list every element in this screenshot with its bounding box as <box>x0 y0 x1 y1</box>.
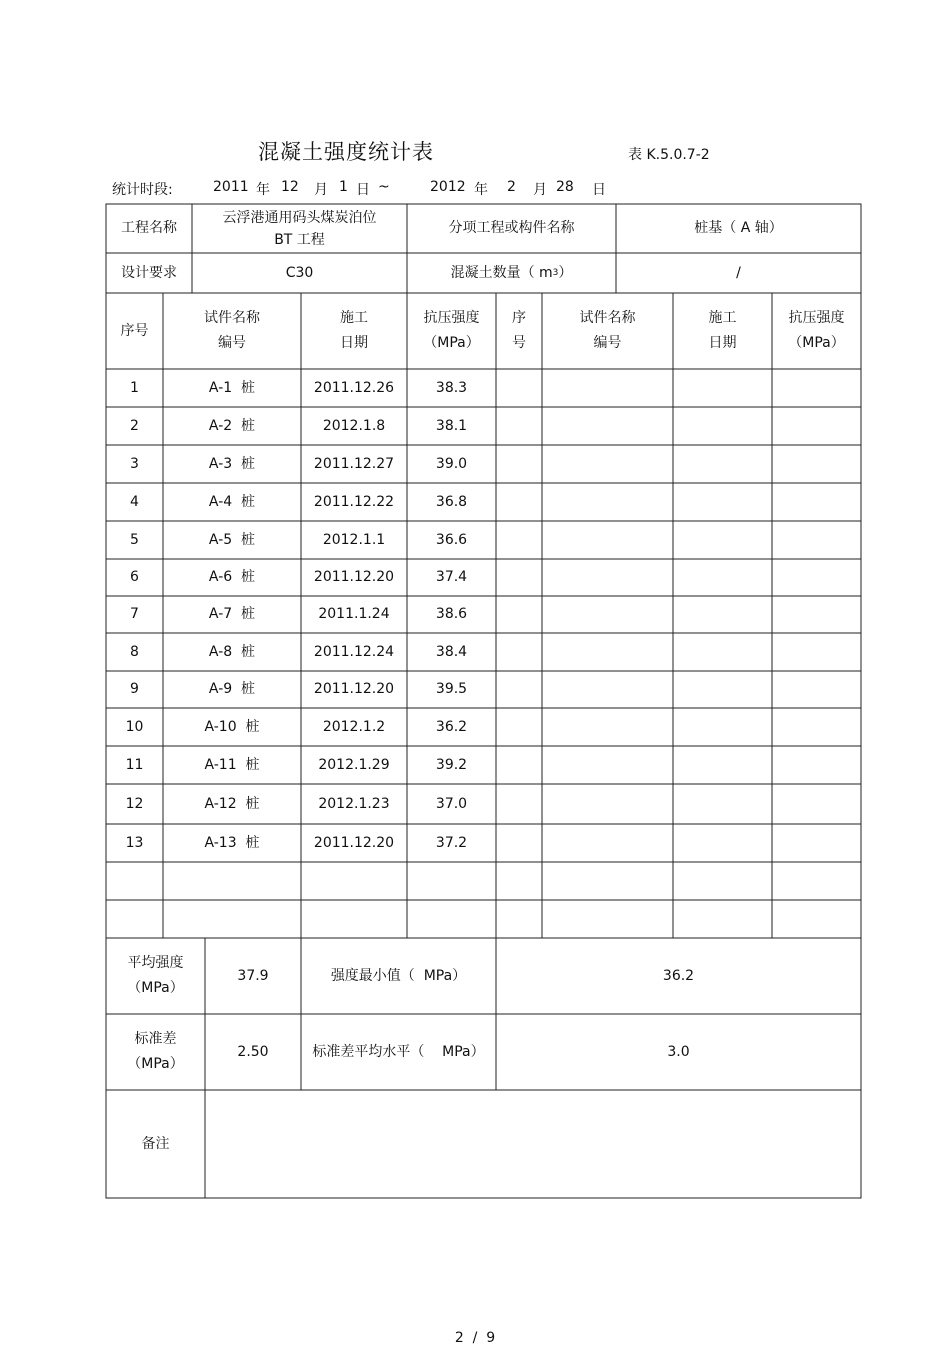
cell-date: 2012.1.2 <box>322 718 386 735</box>
cell-seq: 11 <box>125 756 144 773</box>
cell-date: 2011.12.20 <box>313 681 395 697</box>
col-date2-header-line1: 施工 <box>708 310 737 326</box>
period-month-unit-2: 月 <box>533 182 547 198</box>
period-day-unit: 日 <box>356 182 370 198</box>
col-strength-header-line1: 抗压强度 <box>423 310 480 326</box>
cell-specimen-name: A-8 桩 <box>208 643 256 660</box>
cell-specimen-name: A-5 桩 <box>208 531 256 548</box>
period-start-month: 12 <box>281 179 299 195</box>
col-seq2-header-line1: 序 <box>512 310 526 326</box>
cell-specimen-name: A-11 桩 <box>204 756 260 773</box>
page-number: 2 / 9 <box>454 1330 496 1346</box>
cell-date: 2011.12.20 <box>313 834 395 851</box>
cell-seq: 12 <box>125 795 144 812</box>
cell-specimen-name: A-7 桩 <box>208 606 256 622</box>
col-seq2-header <box>496 293 542 369</box>
cell-seq: 4 <box>130 493 139 510</box>
avg-strength-value: 37.9 <box>237 967 269 984</box>
cell-specimen-name: A-12 桩 <box>204 795 260 812</box>
cell-strength: 37.0 <box>435 795 468 812</box>
std-dev-level-value: 3.0 <box>667 1043 690 1060</box>
cell-specimen-name: A-6 桩 <box>208 569 256 585</box>
cell-date: 2011.12.22 <box>313 493 395 510</box>
cell-date: 2012.1.23 <box>318 795 390 812</box>
col-strength2-header-line1: 抗压强度 <box>788 310 845 326</box>
period-month-unit: 月 <box>314 182 328 198</box>
cell-seq: 2 <box>130 417 139 434</box>
cell-specimen-name: A-13 桩 <box>204 834 260 851</box>
avg-strength-label <box>106 938 205 1014</box>
cell-strength: 38.3 <box>435 379 468 396</box>
cell-strength: 37.2 <box>435 834 468 851</box>
cell-strength: 39.5 <box>435 681 468 697</box>
col-name-header-line2: 编号 <box>218 335 246 351</box>
design-requirement-label: 设计要求 <box>121 264 177 281</box>
cell-specimen-name: A-2 桩 <box>208 417 256 434</box>
cell-date: 2012.1.8 <box>322 417 386 434</box>
std-dev-value: 2.50 <box>237 1043 269 1060</box>
cell-specimen-name: A-10 桩 <box>204 718 260 735</box>
cell-strength: 38.6 <box>435 606 468 622</box>
project-name-line2: BT 工程 <box>274 231 325 248</box>
cell-specimen-name: A-3 桩 <box>208 455 256 472</box>
cell-strength: 39.0 <box>435 455 468 472</box>
cell-seq: 7 <box>130 606 139 622</box>
table-number: 表 K.5.0.7-2 <box>628 147 710 163</box>
col-strength2-header <box>772 293 861 369</box>
cell-date: 2011.12.27 <box>313 455 395 472</box>
cell-seq: 8 <box>130 643 139 660</box>
cell-strength: 39.2 <box>435 756 468 773</box>
cell-strength: 37.4 <box>435 569 468 585</box>
cell-seq: 9 <box>130 681 139 697</box>
col-strength2-header-line2: （MPa） <box>788 335 845 351</box>
std-dev-label <box>106 1014 205 1090</box>
col-name2-header-line1: 试件名称 <box>579 310 636 326</box>
subproject-value: 桩基（ A 轴） <box>694 220 783 236</box>
col-name2-header-line2: 编号 <box>593 335 622 351</box>
col-strength-header <box>407 293 496 369</box>
period-separator: ~ <box>378 179 390 195</box>
cell-seq: 1 <box>130 379 139 396</box>
col-name-header <box>163 293 301 369</box>
cell-strength: 36.6 <box>435 531 468 548</box>
cell-specimen-name: A-9 桩 <box>208 681 256 697</box>
design-requirement-value: C30 <box>285 264 314 281</box>
period-day-unit-2: 日 <box>592 182 606 198</box>
cell-strength: 36.2 <box>435 718 468 735</box>
col-name-header-line1: 试件名称 <box>204 310 260 326</box>
project-name-label: 工程名称 <box>121 220 177 236</box>
col-seq2-header-line2: 号 <box>512 335 526 351</box>
concrete-quantity-close: ） <box>558 264 573 281</box>
cell-strength: 38.4 <box>435 643 468 660</box>
avg-strength-label-line1: 平均强度 <box>127 955 184 971</box>
min-strength-value: 36.2 <box>662 967 695 984</box>
cell-strength: 38.1 <box>435 417 468 434</box>
col-seq-header: 序号 <box>120 322 149 339</box>
page-title: 混凝土强度统计表 <box>258 140 434 164</box>
period-year-unit-2: 年 <box>474 182 488 198</box>
cell-specimen-name: A-1 桩 <box>208 379 256 396</box>
concrete-quantity-label: 混凝土数量（ m 3 ） <box>407 253 616 293</box>
cell-date: 2012.1.29 <box>318 756 390 773</box>
col-date-header-line2: 日期 <box>340 335 368 351</box>
min-strength-label: 强度最小值（ MPa） <box>330 967 467 984</box>
cell-date: 2011.1.24 <box>318 606 390 622</box>
col-date-header-line1: 施工 <box>340 310 368 326</box>
cell-seq: 6 <box>130 569 139 585</box>
cell-seq: 3 <box>130 455 139 472</box>
cell-seq: 13 <box>125 834 144 851</box>
period-start-day: 1 <box>339 179 348 195</box>
period-end-day: 28 <box>556 179 574 195</box>
cell-date: 2011.12.26 <box>313 379 395 396</box>
subproject-label: 分项工程或构件名称 <box>448 220 575 236</box>
cell-date: 2011.12.20 <box>313 569 395 585</box>
cell-seq: 10 <box>125 718 144 735</box>
cell-strength: 36.8 <box>435 493 468 510</box>
std-dev-label-line2: （MPa） <box>127 1056 184 1072</box>
col-date2-header <box>673 293 772 369</box>
col-name2-header <box>542 293 673 369</box>
concrete-quantity-value: / <box>736 264 741 281</box>
col-strength-header-line2: （MPa） <box>423 335 480 351</box>
period-year-unit: 年 <box>256 182 270 198</box>
remarks-value <box>205 1090 861 1198</box>
project-name-value <box>192 204 407 253</box>
cell-seq: 5 <box>130 531 139 548</box>
project-name-line1: 云浮港通用码头煤炭泊位 <box>222 209 377 226</box>
std-dev-label-line1: 标准差 <box>134 1031 177 1047</box>
cell-date: 2012.1.1 <box>322 531 386 548</box>
remarks-label: 备注 <box>141 1135 170 1152</box>
period-label: 统计时段: <box>112 182 173 198</box>
std-dev-level-label: 标准差平均水平（ MPa） <box>312 1043 485 1060</box>
period-end-year: 2012 <box>430 179 466 195</box>
avg-strength-label-line2: （MPa） <box>127 980 184 996</box>
period-end-month: 2 <box>507 179 516 195</box>
col-date-header <box>301 293 407 369</box>
col-date2-header-line2: 日期 <box>708 335 737 351</box>
cell-specimen-name: A-4 桩 <box>208 493 256 510</box>
concrete-quantity-text: 混凝土数量（ m <box>450 264 553 281</box>
cell-date: 2011.12.24 <box>313 643 395 660</box>
period-start-year: 2011 <box>213 179 249 195</box>
